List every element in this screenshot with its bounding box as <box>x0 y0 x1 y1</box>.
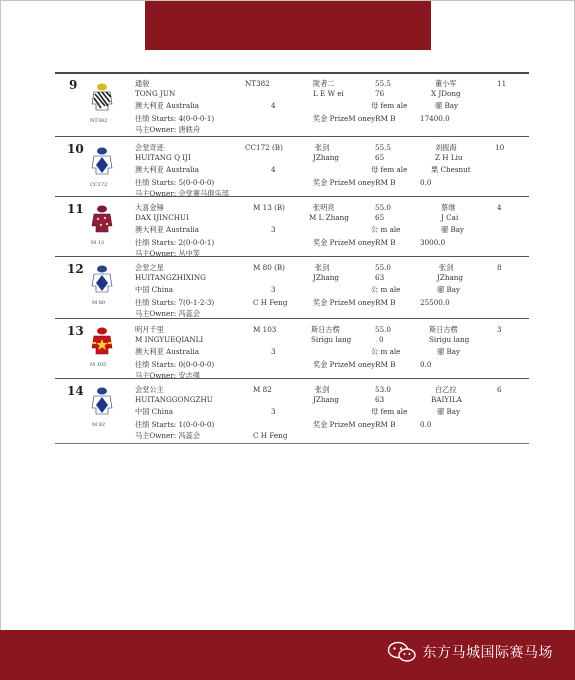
prize-value: 0.0 <box>420 360 432 369</box>
origin: 中国 China <box>135 285 174 294</box>
prize-value: 0.0 <box>420 420 432 429</box>
jockey-silk-icon <box>91 326 113 356</box>
owner: 马主Owner: 唐轶舟 <box>135 125 201 134</box>
trainer-en: X JDong <box>431 89 461 98</box>
coat-color: 骝 Bay <box>435 101 459 110</box>
jockey-cn: 张剑 <box>315 385 330 394</box>
draw: 4 <box>271 165 276 174</box>
horse-name-en: HUITANGGONGZHU <box>135 395 213 404</box>
draw: 3 <box>271 225 276 234</box>
jockey-en: JZhang <box>313 273 340 282</box>
rating: 63 <box>375 273 385 282</box>
brand-watermark <box>387 641 554 663</box>
rating: 76 <box>375 89 385 98</box>
weight: 55.5 <box>375 79 392 88</box>
brand-code: CC172 (B) <box>245 143 283 152</box>
jockey-cn: 张明亮 <box>313 203 335 212</box>
horse-name-en: HUITANGZHIXING <box>135 273 206 282</box>
draw: 3 <box>271 407 276 416</box>
brand-code: NT382 <box>245 79 270 88</box>
coat-color: 骝 Bay <box>441 225 465 234</box>
owner: 马主Owner: 冯蕊会 <box>135 309 201 318</box>
rank: 10 <box>495 143 505 152</box>
brand-code: M 82 <box>253 385 272 394</box>
horse-name-cn: 大喜金锤 <box>135 203 164 212</box>
rank: 4 <box>497 203 502 212</box>
header-band <box>145 0 431 50</box>
trainer-en: Z H Liu <box>435 153 463 162</box>
jockey-cn: 张剑 <box>315 143 330 152</box>
coat-color: 栗 Chesnut <box>431 165 471 174</box>
brand-code: M 103 <box>253 325 277 334</box>
prize-label: 奖金 PrizeM oneyRM B <box>313 114 396 123</box>
trainer-initials: C H Feng <box>253 298 288 307</box>
coat-color: 骝 Bay <box>437 347 461 356</box>
origin: 澳大利亚 Australia <box>135 347 200 356</box>
trainer-cn: 斯日古楞 <box>429 325 458 334</box>
draw: 3 <box>271 285 276 294</box>
sex: 公 m ale <box>371 347 401 356</box>
prize-value: 3000.0 <box>420 238 446 247</box>
brand-code-small: NT382 <box>90 118 108 124</box>
weight: 55.0 <box>375 325 392 334</box>
starts: 往绩 Starts: 4(0-0-0-1) <box>135 114 215 123</box>
horse-number: 9 <box>69 78 78 92</box>
prize-value: 17400.0 <box>420 114 450 123</box>
jockey-en: L E W ei <box>313 89 344 98</box>
origin: 澳大利亚 Australia <box>135 101 200 110</box>
brand-code: M 13 (B) <box>253 203 285 212</box>
prize-label: 奖金 PrizeM oneyRM B <box>313 178 396 187</box>
owner: 马主Owner: 会堂赛马俱乐部 <box>135 189 229 198</box>
trainer-cn: 张剑 <box>439 263 454 272</box>
prize-label: 奖金 PrizeM oneyRM B <box>313 238 396 247</box>
prize-value: 25500.0 <box>420 298 450 307</box>
origin: 澳大利亚 Australia <box>135 225 200 234</box>
weight: 55.5 <box>375 143 392 152</box>
trainer-en: Sirigu lang <box>429 335 470 344</box>
jockey-en: JZhang <box>313 395 340 404</box>
horse-name-cn: 会堂公主 <box>135 385 164 394</box>
brand-code-small: M 105 <box>90 362 107 368</box>
table-row[interactable] <box>55 322 529 382</box>
horse-number: 12 <box>67 262 84 276</box>
horse-number: 14 <box>67 384 84 398</box>
prize-label: 奖金 PrizeM oneyRM B <box>313 360 396 369</box>
rating: 0 <box>379 335 384 344</box>
origin: 澳大利亚 Australia <box>135 165 200 174</box>
horse-number: 11 <box>67 202 84 216</box>
owner: 马主Owner: 丛中笑 <box>135 249 201 258</box>
horse-name-en: M INGYUEQIANLI <box>135 335 204 344</box>
horse-number: 13 <box>67 324 84 338</box>
jockey-silk-icon <box>91 204 113 234</box>
horse-name-en: TONG JUN <box>135 89 176 98</box>
jockey-silk-icon <box>91 82 113 112</box>
prize-label: 奖金 PrizeM oneyRM B <box>313 420 396 429</box>
table-row[interactable] <box>55 200 529 260</box>
sex: 公 m ale <box>371 225 401 234</box>
horse-name-cn: 明月千里 <box>135 325 164 334</box>
weight: 55.0 <box>375 263 392 272</box>
table-bottom-rule <box>55 443 529 444</box>
jockey-cn: 张剑 <box>315 263 330 272</box>
sex: 母 fem ale <box>371 165 408 174</box>
jockey-silk-icon <box>91 146 113 176</box>
jockey-silk-icon <box>91 264 113 294</box>
rating: 65 <box>375 153 385 162</box>
trainer-cn: 刘振海 <box>435 143 457 152</box>
row-divider <box>55 136 529 137</box>
starts: 往绩 Starts: 0(0-0-0-0) <box>135 360 215 369</box>
brand-code-small: M 13 <box>91 240 105 246</box>
table-top-rule <box>55 72 529 74</box>
brand-code-small: CC172 <box>90 182 108 188</box>
trainer-cn: 白乙拉 <box>435 385 457 394</box>
draw: 3 <box>271 347 276 356</box>
table-row[interactable] <box>55 260 529 320</box>
horse-name-en: DAX IJINCHUI <box>135 213 189 222</box>
coat-color: 骝 Bay <box>437 407 461 416</box>
starts: 往绩 Starts: 1(0-0-0-0) <box>135 420 215 429</box>
brand-code-small: M 82 <box>92 422 106 428</box>
row-divider <box>55 256 529 257</box>
prize-value: 0.0 <box>420 178 432 187</box>
brand-code: M 80 (B) <box>253 263 285 272</box>
sex: 母 fem ale <box>371 101 408 110</box>
horse-name-cn: 通骏 <box>135 79 150 88</box>
jockey-silk-icon <box>91 386 113 416</box>
sex: 公 m ale <box>371 285 401 294</box>
table-row[interactable] <box>55 76 529 136</box>
trainer-en: BAIYILA <box>431 395 462 404</box>
weight: 53.0 <box>375 385 392 394</box>
horse-name-cn: 会堂奇迹 <box>135 143 164 152</box>
jockey-en: Sirigu lang <box>311 335 352 344</box>
jockey-en: M L Zhang <box>309 213 349 222</box>
wechat-icon <box>387 641 417 663</box>
sex: 母 fem ale <box>371 407 408 416</box>
owner: 马主Owner: 安志强 <box>135 371 201 380</box>
starts: 往绩 Starts: 7(0-1-2-3) <box>135 298 215 307</box>
table-row[interactable] <box>55 140 529 200</box>
rank: 3 <box>497 325 502 334</box>
trainer-cn: 蔡继 <box>441 203 456 212</box>
coat-color: 骝 Bay <box>437 285 461 294</box>
rank: 11 <box>497 79 507 88</box>
table-row[interactable] <box>55 382 529 442</box>
prize-label: 奖金 PrizeM oneyRM B <box>313 298 396 307</box>
horse-name-en: HUITANG Q IJI <box>135 153 191 162</box>
row-divider <box>55 378 529 379</box>
trainer-initials: C H Feng <box>253 431 288 440</box>
jockey-cn: 陇者二 <box>313 79 335 88</box>
owner: 马主Owner: 冯蕊会 <box>135 431 201 440</box>
jockey-en: JZhang <box>313 153 340 162</box>
starts: 往绩 Starts: 2(0-0-0-1) <box>135 238 215 247</box>
horse-name-cn: 会堂之星 <box>135 263 164 272</box>
row-divider <box>55 196 529 197</box>
rank: 6 <box>497 385 502 394</box>
horse-number: 10 <box>67 142 84 156</box>
rating: 65 <box>375 213 385 222</box>
rating: 63 <box>375 395 385 404</box>
draw: 4 <box>271 101 276 110</box>
rank: 8 <box>497 263 502 272</box>
starts: 往绩 Starts: 5(0-0-0-0) <box>135 178 215 187</box>
brand-name: 东方马城国际赛马场 <box>422 645 553 661</box>
row-divider <box>55 318 529 319</box>
trainer-en: JZhang <box>437 273 464 282</box>
brand-code-small: M 80 <box>92 300 106 306</box>
origin: 中国 China <box>135 407 174 416</box>
trainer-cn: 董小军 <box>435 79 457 88</box>
weight: 55.0 <box>375 203 392 212</box>
trainer-en: J Cai <box>441 213 459 222</box>
jockey-cn: 斯日古楞 <box>311 325 340 334</box>
